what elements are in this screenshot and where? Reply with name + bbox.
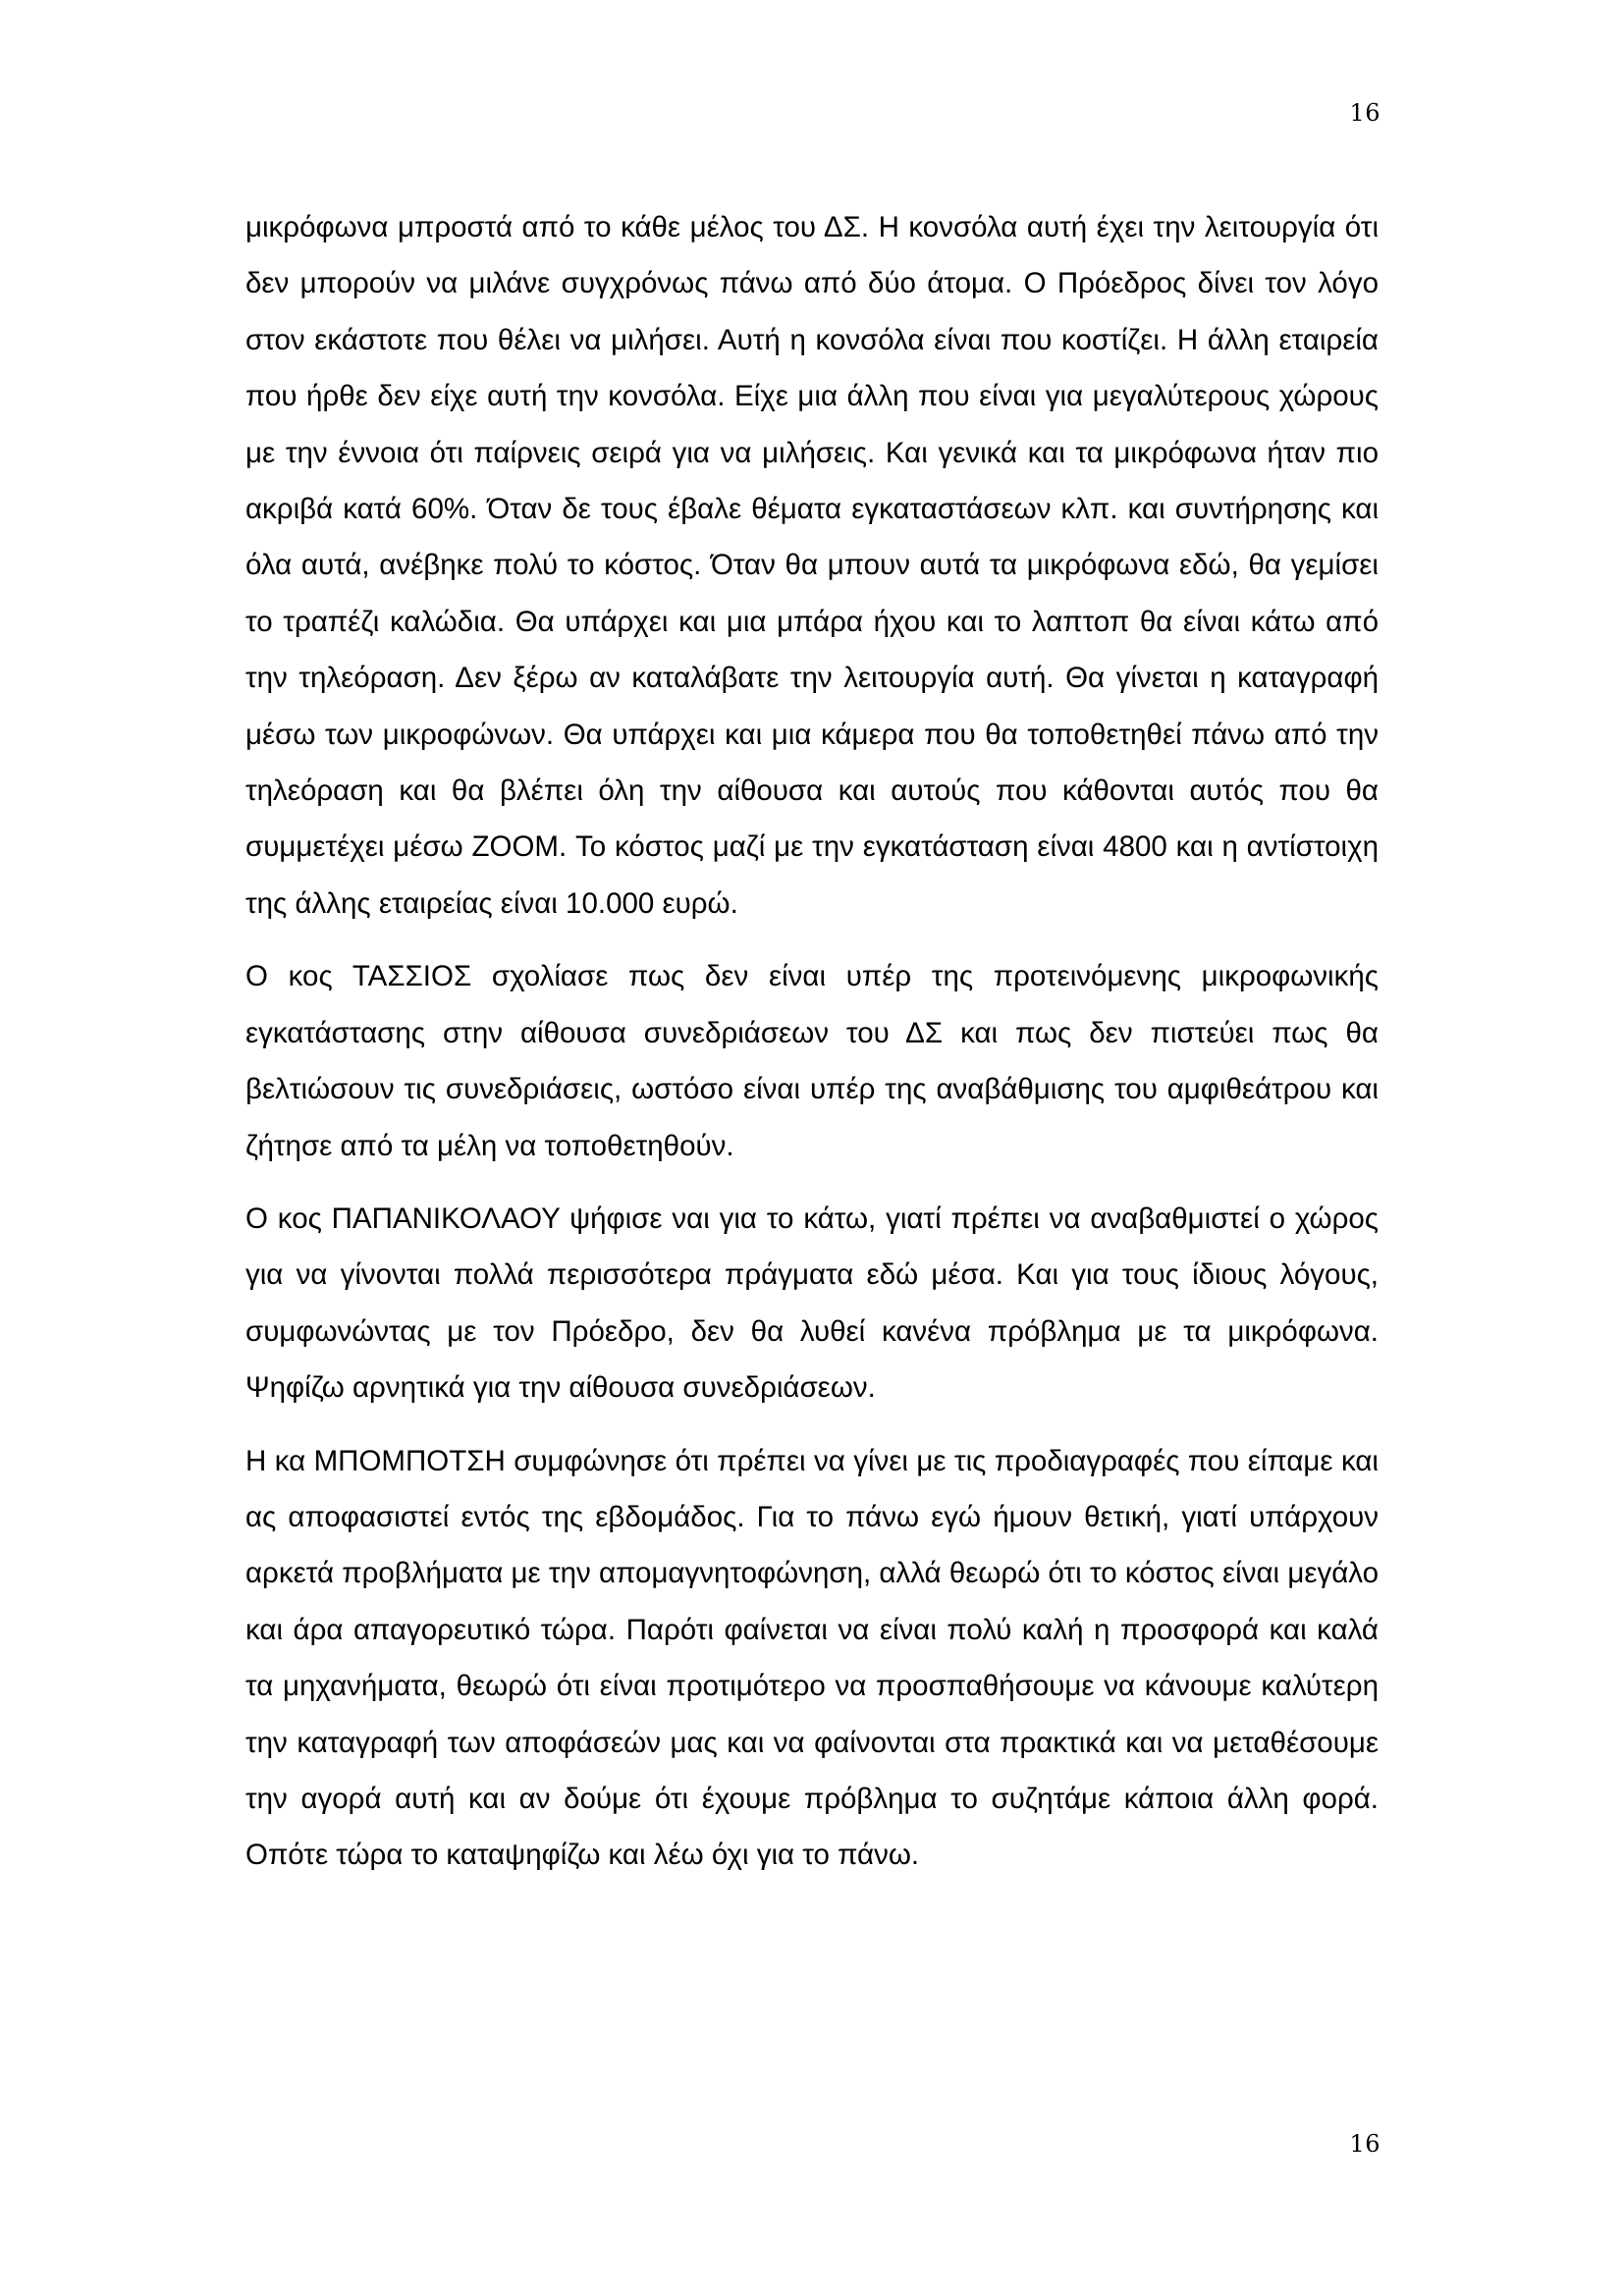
paragraph-microphone-console-description: μικρόφωνα μπροστά από το κάθε μέλος του ΔΣ. Η κονσόλα αυτή έχει την λειτουργία ότι δεν μπορούν να μιλάνε συγχρόνως πάνω από δύο άτομα. Ο Πρόεδρος δίνει τον λόγο στον εκάστοτε που θέλει να μιλήσει. Αυτή η κονσόλα είναι που κοστίζει. Η άλλη εταιρεία που ήρθε δεν είχε αυτή την κονσόλα. Είχε μια άλλη που είναι για μεγαλύτερους χώρους με την έννοια ότι παίρνεις σειρά για να μιλήσεις. Και γενικά και τα μικρόφωνα ήταν πιο ακριβά κατά 60%. Όταν δε τους έβαλε θέματα εγκαταστάσεων κλπ. και συντήρησης και όλα αυτά, ανέβηκε πολύ το κόστος. Όταν θα μπουν αυτά τα μικρόφωνα εδώ, θα γεμίσει το τραπέζι καλώδια. Θα υπάρχει και μια μπάρα ήχου και το λαπτοπ θα είναι κάτω από την τηλεόραση. Δεν ξέρω αν καταλάβατε την λειτουργία αυτή. Θα γίνεται η καταγραφή μέσω των μικροφώνων. Θα υπάρχει και μια κάμερα που θα τοποθετηθεί πάνω από την τηλεόραση και θα βλέπει όλη την αίθουσα και αυτούς που κάθονται αυτός που θα συμμετέχει μέσω ZOOM. Το κόστος μαζί με την εγκατάσταση είναι 4800 και η αντίστοιχη της άλλης εταιρείας είναι 10.000 ευρώ. <box>245 211 1379 920</box>
header-page-number: 16 <box>1349 99 1380 127</box>
footer-page-number: 16 <box>1349 2130 1380 2158</box>
paragraph-tassios-comment: Ο κος ΤΑΣΣΙΟΣ σχολίασε πως δεν είναι υπέρ της προτεινόμενης μικροφωνικής εγκατάστασης στην αίθουσα συνεδριάσεων του ΔΣ και πως δεν πιστεύει πως θα βελτιώσουν τις συνεδριάσεις, ωστόσο είναι υπέρ της αναβάθμισης του αμφιθεάτρου και ζήτησε από τα μέλη να τοποθετηθούν. <box>245 960 1379 1162</box>
document-body <box>245 199 1379 1900</box>
paragraph-papanikolaou-vote: Ο κος ΠΑΠΑΝΙΚΟΛΑΟΥ ψήφισε ναι για το κάτω, γιατί πρέπει να αναβαθμιστεί ο χώρος για να γίνονται πολλά περισσότερα πράγματα εδώ μέσα. Και για τους ίδιους λόγους, συμφωνώντας με τον Πρόεδρο, δεν θα λυθεί κανένα πρόβλημα με τα μικρόφωνα. Ψηφίζω αρνητικά για την αίθουσα συνεδριάσεων. <box>245 1201 1379 1405</box>
paragraph-bobotsi-statement: Η κα ΜΠΟΜΠΟΤΣΗ συμφώνησε ότι πρέπει να γίνει με τις προδιαγραφές που είπαμε και ας αποφασιστεί εντός της εβδομάδος. Για το πάνω εγώ ήμουν θετική, γιατί υπάρχουν αρκετά προβλήματα με την απομαγνητοφώνηση, αλλά θεωρώ ότι το κόστος είναι μεγάλο και άρα απαγορευτικό τώρα. Παρότι φαίνεται να είναι πολύ καλή η προσφορά και καλά τα μηχανήματα, θεωρώ ότι είναι προτιμότερο να προσπαθήσουμε να κάνουμε καλύτερη την καταγραφή των αποφάσεών μας και να φαίνονται στα πρακτικά και να μεταθέσουμε την αγορά αυτή και αν δούμε ότι έχουμε πρόβλημα το συζητάμε κάποια άλλη φορά. Οπότε τώρα το καταψηφίζω και λέω όχι για το πάνω. <box>245 1444 1379 1872</box>
